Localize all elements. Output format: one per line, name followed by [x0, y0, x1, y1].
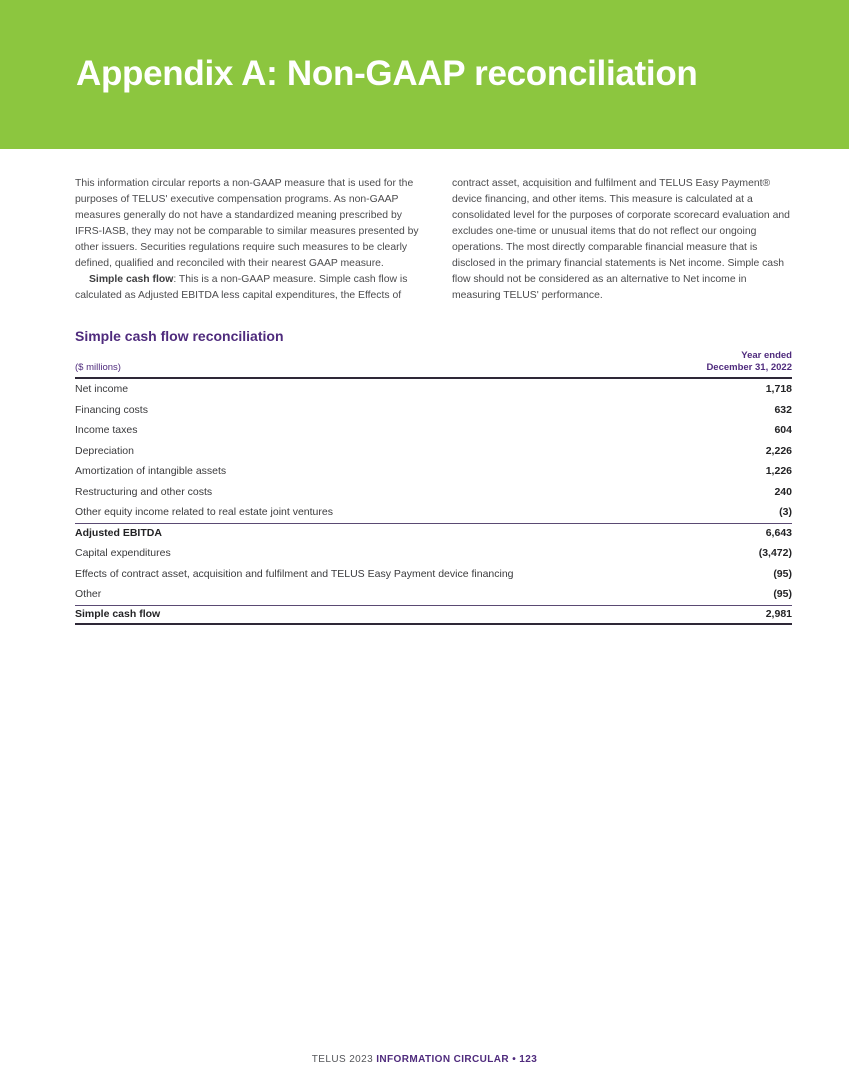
- row-value: 604: [774, 424, 792, 437]
- row-value: 1,226: [765, 465, 792, 478]
- row-value: 1,718: [765, 383, 792, 396]
- row-label: Simple cash flow: [75, 608, 161, 621]
- table-row: [75, 400, 792, 421]
- row-value: 240: [774, 485, 792, 498]
- period-label-line2: December 31, 2022: [706, 361, 792, 373]
- row-value: (3): [779, 506, 792, 519]
- row-label: Net income: [75, 383, 129, 396]
- row-value: (95): [773, 567, 792, 580]
- row-label: Amortization of intangible assets: [75, 465, 227, 478]
- table-row: [75, 379, 792, 400]
- simple-cash-flow-term: Simple cash flow: [89, 274, 174, 285]
- table-header: [75, 350, 792, 379]
- row-label: Other equity income related to real estate joint ventures: [75, 506, 333, 519]
- period-label-line1: Year ended: [741, 350, 792, 361]
- row-label: Income taxes: [75, 424, 138, 437]
- row-label: Financing costs: [75, 403, 148, 416]
- row-value: (95): [773, 588, 792, 601]
- table-title: Simple cash flow reconciliation: [75, 328, 284, 344]
- unit-label: ($ millions): [75, 362, 121, 373]
- row-label: Other: [75, 588, 102, 601]
- intro-text: [75, 176, 795, 304]
- period-label: [706, 350, 792, 373]
- page-banner: [0, 0, 849, 149]
- intro-paragraph-2-text: : This is a non-GAAP measure. Simple cash flow is calculated as Adjusted EBITDA less capital expenditures, the Effects of: [75, 274, 408, 301]
- row-label: Depreciation: [75, 444, 134, 457]
- table-row: [75, 564, 792, 585]
- row-label: Effects of contract asset, acquisition and fulfilment and TELUS Easy Payment device financing: [75, 567, 514, 580]
- page-title: Appendix A: Non-GAAP reconciliation: [76, 54, 698, 93]
- intro-left-column: [75, 176, 420, 304]
- row-label: Restructuring and other costs: [75, 485, 213, 498]
- footer-prefix: TELUS 2023: [311, 1054, 377, 1065]
- intro-paragraph-3: contract asset, acquisition and fulfilment and TELUS Easy Payment® device financing, and other items. This measure is calculated at a consolidated level for the purposes of corporate scorecard evaluation and excludes one-time or unusual items that do not reflect our ongoing operations. The most directly comparable financial measure that is disclosed in the primary financial statements is Net income. Simple cash flow should not be considered as an alternative to Net income in measuring TELUS' performance.: [452, 178, 790, 301]
- table-row: [75, 441, 792, 462]
- reconciliation-table-rows: [75, 379, 792, 625]
- table-row: [75, 584, 792, 605]
- row-label: Capital expenditures: [75, 547, 171, 560]
- row-value: (3,472): [758, 547, 792, 560]
- row-value: 2,226: [765, 444, 792, 457]
- row-value: 632: [774, 403, 792, 416]
- table-row: [75, 461, 792, 482]
- table-row: [75, 482, 792, 503]
- intro-right-column: [452, 176, 795, 304]
- table-row: [75, 543, 792, 564]
- row-value: 6,643: [765, 527, 792, 540]
- reconciliation-table: [75, 328, 792, 625]
- table-row: [75, 605, 792, 626]
- row-label: Adjusted EBITDA: [75, 527, 162, 540]
- table-row: [75, 420, 792, 441]
- table-row: [75, 523, 792, 544]
- table-row: [75, 502, 792, 523]
- intro-paragraph-1: This information circular reports a non-GAAP measure that is used for the purposes of TELUS' executive compensation programs. As non-GAAP measures generally do not have a standardized meaning prescribed by IFRS-IASB, they may not be comparable to similar measures presented by other issuers. Securities regulations require such measures to be clearly defined, qualified and reconciled with their nearest GAAP measure.: [75, 178, 419, 269]
- page-footer: [0, 1054, 849, 1065]
- intro-paragraph-2: [75, 272, 420, 304]
- row-value: 2,981: [765, 608, 792, 621]
- footer-circular-page: INFORMATION CIRCULAR • 123: [376, 1054, 538, 1065]
